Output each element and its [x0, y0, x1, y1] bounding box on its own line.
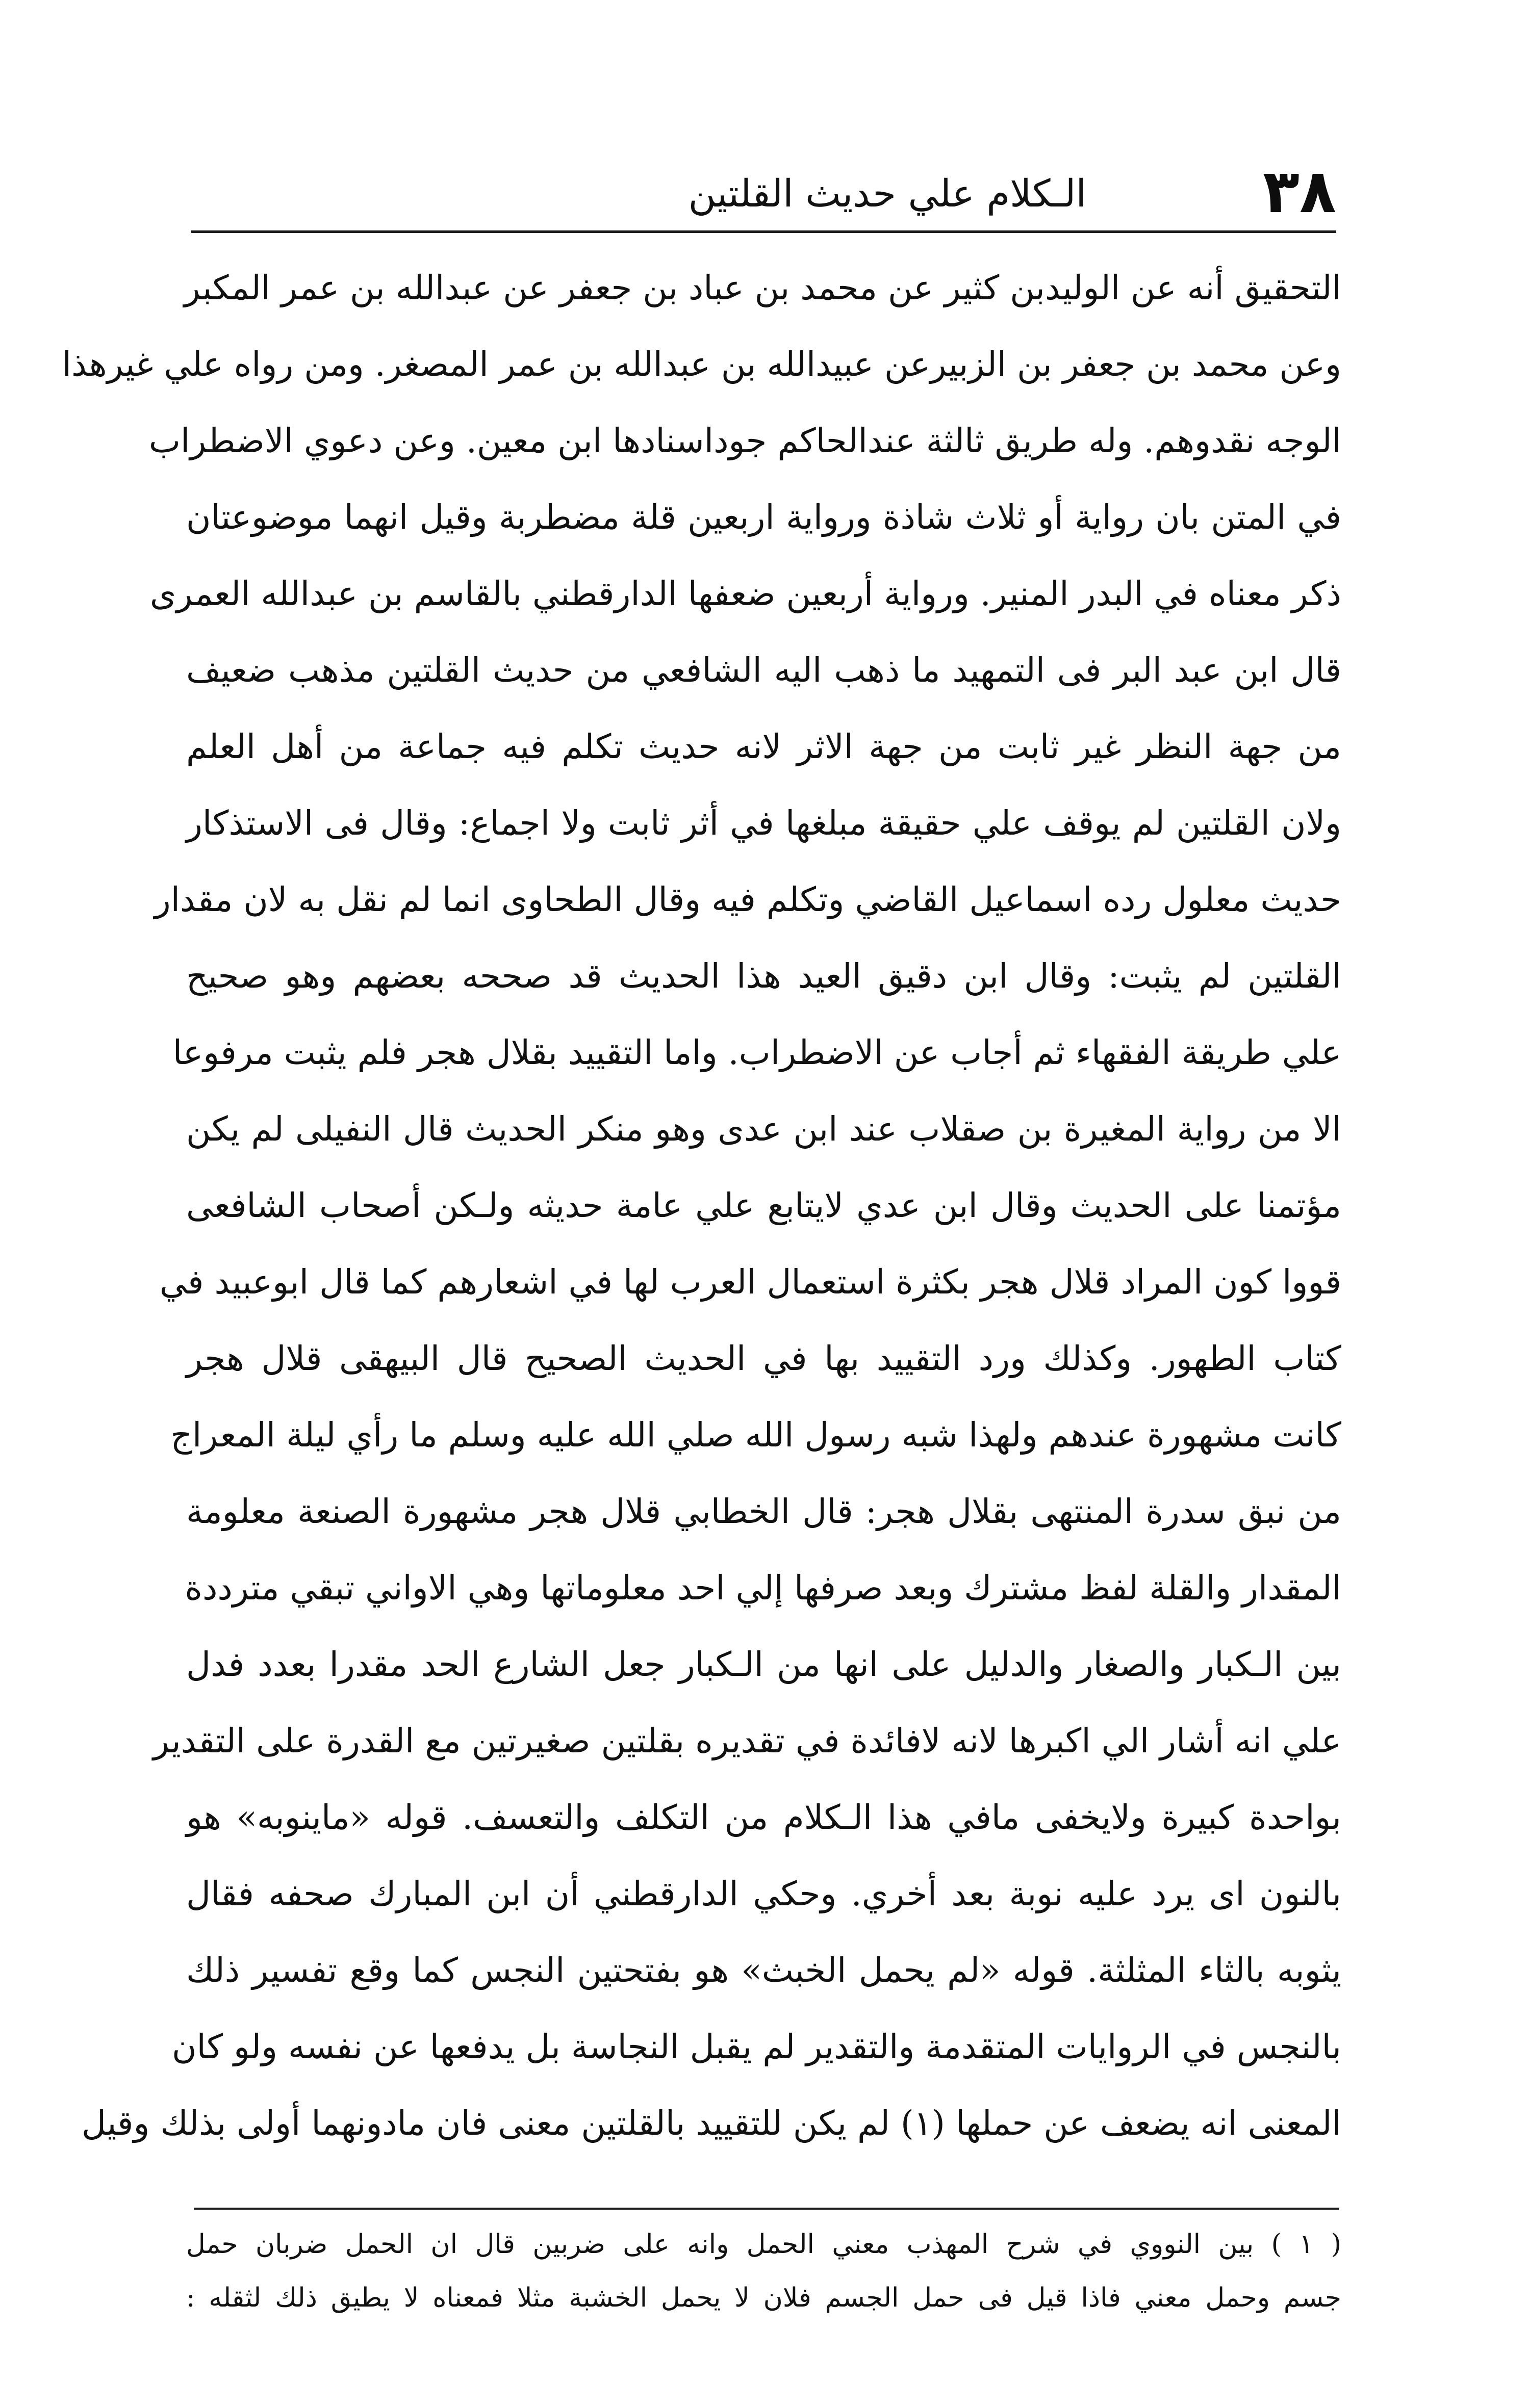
page-header	[191, 153, 1336, 229]
text-line: بالنجس في الروايات المتقدمة والتقدير لم يقبل النجاسة بل يدفعها عن نفسه ولو كان	[171, 2027, 1341, 2066]
footnote-line: جسم وحمل معني فاذا قيل فى حمل الجسم فلان لا يحمل الخشبة مثلا فمعناه لا يطيق ذلك لثقله :	[186, 2283, 1341, 2313]
text-line: علي طريقة الفقهاء ثم أجاب عن الاضطراب. واما التقييد بقلال هجر فلم يثبت مرفوعا	[172, 1033, 1341, 1072]
page-number: ٣٨	[1262, 156, 1336, 226]
header-rule	[191, 230, 1336, 233]
text-line: كتاب الطهور. وكذلك ورد التقييد بها في الحديث الصحيح قال البيهقى قلال هجر	[186, 1339, 1341, 1378]
text-line: الا من رواية المغيرة بن صقلاب عند ابن عدى وهو منكر الحديث قال النفيلى لم يكن	[186, 1109, 1341, 1149]
text-line: قووا كون المراد قلال هجر بكثرة استعمال العرب لها في اشعارهم كما قال ابوعبيد في	[159, 1262, 1341, 1302]
text-line: بواحدة كبيرة ولايخفى مافي هذا الـكلام من التكلف والتعسف. قوله «ماينوبه» هو	[186, 1798, 1341, 1837]
footnote-rule	[194, 2208, 1339, 2210]
footnote-line: ( ١ ) بين النووي في شرح المهذب معني الحمل وانه على ضربين قال ان الحمل ضربان حمل	[186, 2229, 1341, 2260]
text-line: بين الـكبار والصغار والدليل على انها من الـكبار جعل الشارع الحد مقدرا بعدد فدل	[186, 1645, 1341, 1684]
running-title: الـكلام علي حديث القلتين	[688, 172, 1086, 216]
text-line: في المتن بان رواية أو ثلاث شاذة ورواية اربعين قلة مضطربة وقيل انهما موضوعتان	[186, 498, 1341, 537]
footnotes	[186, 2218, 1341, 2325]
text-line: مؤتمنا على الحديث وقال ابن عدي لايتابع علي عامة حديثه ولـكن أصحاب الشافعى	[186, 1186, 1341, 1225]
text-line: ولان القلتين لم يوقف علي حقيقة مبلغها في أثر ثابت ولا اجماع: وقال فى الاستذكار	[186, 804, 1341, 843]
text-line: المقدار والقلة لفظ مشترك وبعد صرفها إلي احد معلوماتها وهي الاواني تبقي مترددة	[185, 1568, 1341, 1608]
main-text	[62, 250, 1341, 2162]
text-line: ذكر معناه في البدر المنير. ورواية أربعين ضعفها الدارقطني بالقاسم بن عبدالله العمرى	[149, 574, 1341, 613]
text-line: يثوبه بالثاء المثلثة. قوله «لم يحمل الخبث» هو بفتحتين النجس كما وقع تفسير ذلك	[186, 1951, 1341, 1990]
text-line: من نبق سدرة المنتهى بقلال هجر: قال الخطابي قلال هجر مشهورة الصنعة معلومة	[186, 1492, 1341, 1531]
text-line: التحقيق أنه عن الوليدبن كثير عن محمد بن عباد بن جعفر عن عبدالله بن عمر المكبر	[184, 268, 1341, 307]
text-line: القلتين لم يثبت: وقال ابن دقيق العيد هذا الحديث قد صححه بعضهم وهو صحيح	[186, 956, 1341, 996]
text-line: المعنى انه يضعف عن حملها (١) لم يكن للتقييد بالقلتين معنى فان مادونهما أولى بذلك وقيل	[82, 2104, 1341, 2143]
text-line: علي انه أشار الي اكبرها لانه لافائدة في تقديره بقلتين صغيرتين مع القدرة على التقدير	[153, 1721, 1341, 1760]
text-line: من جهة النظر غير ثابت من جهة الاثر لانه حديث تكلم فيه جماعة من أهل العلم	[186, 727, 1341, 766]
text-line: حديث معلول رده اسماعيل القاضي وتكلم فيه وقال الطحاوى انما لم نقل به لان مقدار	[154, 880, 1341, 919]
text-line: بالنون اى يرد عليه نوبة بعد أخري. وحكي الدارقطني أن ابن المبارك صحفه فقال	[186, 1874, 1341, 1913]
text-line: كانت مشهورة عندهم ولهذا شبه رسول الله صلي الله عليه وسلم ما رأي ليلة المعراج	[170, 1415, 1341, 1455]
text-line: قال ابن عبد البر فى التمهيد ما ذهب اليه الشافعي من حديث القلتين مذهب ضعيف	[186, 651, 1341, 690]
text-line: الوجه نقدوهم. وله طريق ثالثة عندالحاكم جوداسنادها ابن معين. وعن دعوي الاضطراب	[148, 421, 1341, 460]
text-line: وعن محمد بن جعفر بن الزبيرعن عبيدالله بن عبدالله بن عمر المصغر. ومن رواه علي غيرهذا	[62, 345, 1341, 384]
